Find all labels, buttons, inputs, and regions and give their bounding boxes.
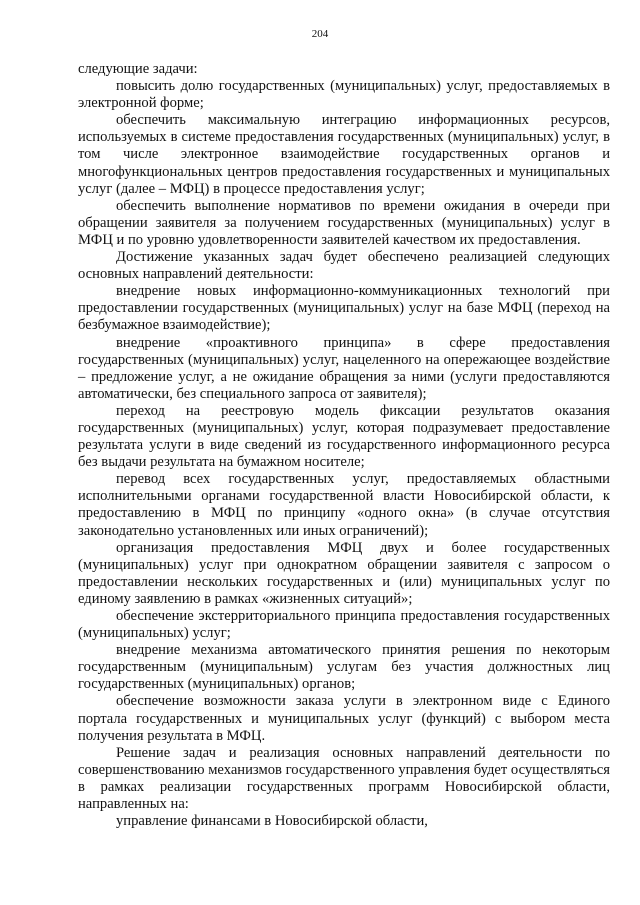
paragraph: перевод всех государственных услуг, предоставляемых областными исполнительными органами государственной власти Новосибирской области, к предоставлению в МФЦ по принципу «одного окна» (в случае отсутствия законодательно установленных или иных ограничений); [78,471,610,539]
paragraph: обеспечить максимальную интеграцию информационных ресурсов, используемых в системе предоставления государственных (муниципальных) услуг, в том числе электронное взаимодействие государственных органов и многофункциональных центров предоставления государственных и муниципальных услуг (далее – МФЦ) в процессе предоставления услуг; [78,112,610,197]
paragraph: обеспечение возможности заказа услуги в электронном виде с Единого портала государственных и муниципальных услуг (функций) с выбором места получения результата в МФЦ. [78,693,610,744]
paragraph: внедрение механизма автоматического принятия решения по некоторым государственным (муниципальным) услугам без участия должностных лиц государственных (муниципальных) органов; [78,642,610,693]
paragraph: организация предоставления МФЦ двух и более государственных (муниципальных) услуг при однократном обращении заявителя с запросом о предоставлении нескольких государственных и (или) муниципальных услуг по единому заявлению в рамках «жизненных ситуаций»; [78,539,610,607]
paragraph: переход на реестровую модель фиксации результатов оказания государственных (муниципальных) услуг, которая подразумевает предоставление результата услуги в виде сведений из государственного информационного ресурса без выдачи результата на бумажном носителе; [78,402,610,471]
paragraph: обеспечение экстерриториального принципа предоставления государственных (муниципальных) услуг; [78,608,610,642]
paragraph: внедрение новых информационно-коммуникационных технологий при предоставлении государственных (муниципальных) услуг на базе МФЦ (переход на безбумажное взаимодействие); [78,283,610,334]
paragraph: Достижение указанных задач будет обеспечено реализацией следующих основных направлений деятельности: [78,249,610,283]
paragraph: внедрение «проактивного принципа» в сфере предоставления государственных (муниципальных) услуг, нацеленного на опережающее воздействие – предложение услуг, а не ожидание обращения за ними (услуги предоставляются автоматически, без специального запроса от заявителя); [78,334,610,402]
paragraph: повысить долю государственных (муниципальных) услуг, предоставляемых в электронной форме; [78,78,610,112]
paragraph: Решение задач и реализация основных направлений деятельности по совершенствованию механизмов государственного управления будет осуществляться в рамках реализации государственных программ Новосибирской области, направленных на: [78,744,610,813]
document-body [78,61,610,830]
paragraph: следующие задачи: [78,61,198,77]
paragraph: обеспечить выполнение нормативов по времени ожидания в очереди при обращении заявителя за получением государственных (муниципальных) услуг в МФЦ и по уровню удовлетворенности заявителей качеством их предоставления. [78,197,610,248]
paragraph: управление финансами в Новосибирской области, [116,813,428,830]
page-number: 204 [311,28,329,40]
